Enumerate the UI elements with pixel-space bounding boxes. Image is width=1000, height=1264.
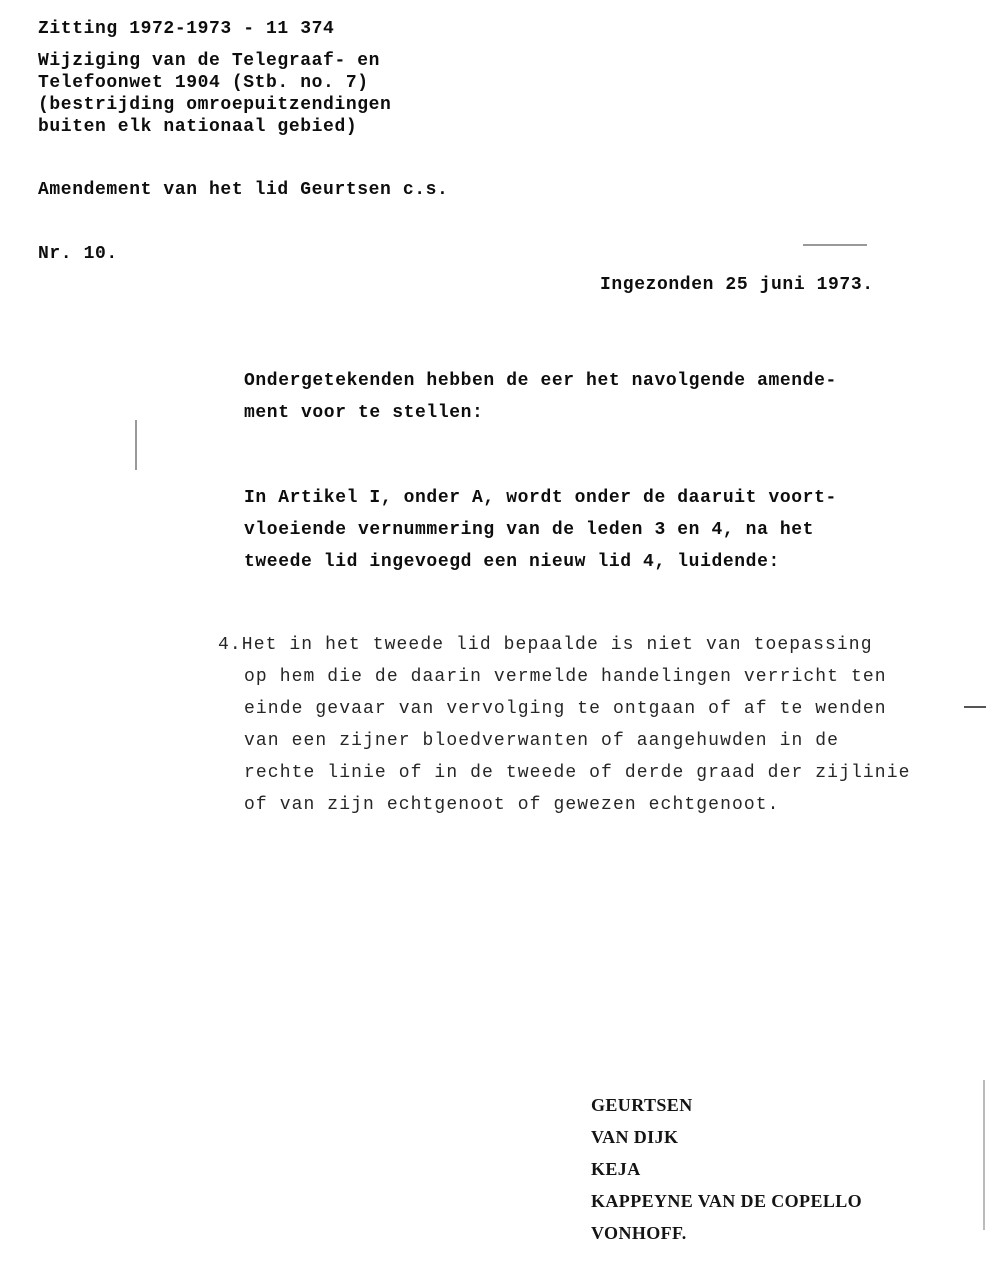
bill-title-line-3: (bestrijding omroepuitzendingen: [38, 95, 392, 115]
bill-title-line-1: Wijziging van de Telegraaf- en: [38, 51, 381, 71]
article-line-2: vloeiende vernummering van de leden 3 en 4, na het: [244, 520, 815, 540]
intro-line-2: ment voor te stellen:: [244, 403, 484, 423]
session-number: Zitting 1972-1973 - 11 374: [38, 19, 335, 39]
signatory-4: KAPPEYNE VAN DE COPELLO: [591, 1191, 863, 1211]
signatory-2: VAN DIJK: [591, 1127, 679, 1147]
scan-speck: [135, 420, 137, 470]
bill-title-line-2: Telefoonwet 1904 (Stb. no. 7): [38, 73, 369, 93]
scan-edge-line: [983, 1080, 985, 1230]
margin-mark: [964, 706, 986, 708]
intro-line-1: Ondergetekenden hebben de eer het navolgende amende-: [244, 371, 837, 391]
clause-line-4: van een zijner bloedverwanten of aangehuwden in de: [244, 731, 840, 751]
scan-speck: [803, 244, 867, 246]
article-line-3: tweede lid ingevoegd een nieuw lid 4, luidende:: [244, 552, 780, 572]
document-number: Nr. 10.: [38, 244, 118, 264]
signatory-5: VONHOFF.: [591, 1223, 687, 1243]
clause-line-1: 4.Het in het tweede lid bepaalde is niet van toepassing: [218, 635, 873, 655]
bill-title-line-4: buiten elk nationaal gebied): [38, 117, 358, 137]
amendment-title: Amendement van het lid Geurtsen c.s.: [38, 180, 449, 200]
clause-line-5: rechte linie of in de tweede of derde graad der zijlinie: [244, 763, 911, 783]
submission-date: Ingezonden 25 juni 1973.: [600, 275, 874, 295]
signatory-3: KEJA: [591, 1159, 641, 1179]
clause-line-6: of van zijn echtgenoot of gewezen echtgenoot.: [244, 795, 780, 815]
clause-line-3: einde gevaar van vervolging te ontgaan of af te wenden: [244, 699, 887, 719]
clause-line-2: op hem die de daarin vermelde handelingen verricht ten: [244, 667, 887, 687]
signatory-1: GEURTSEN: [591, 1095, 693, 1115]
article-line-1: In Artikel I, onder A, wordt onder de daaruit voort-: [244, 488, 837, 508]
